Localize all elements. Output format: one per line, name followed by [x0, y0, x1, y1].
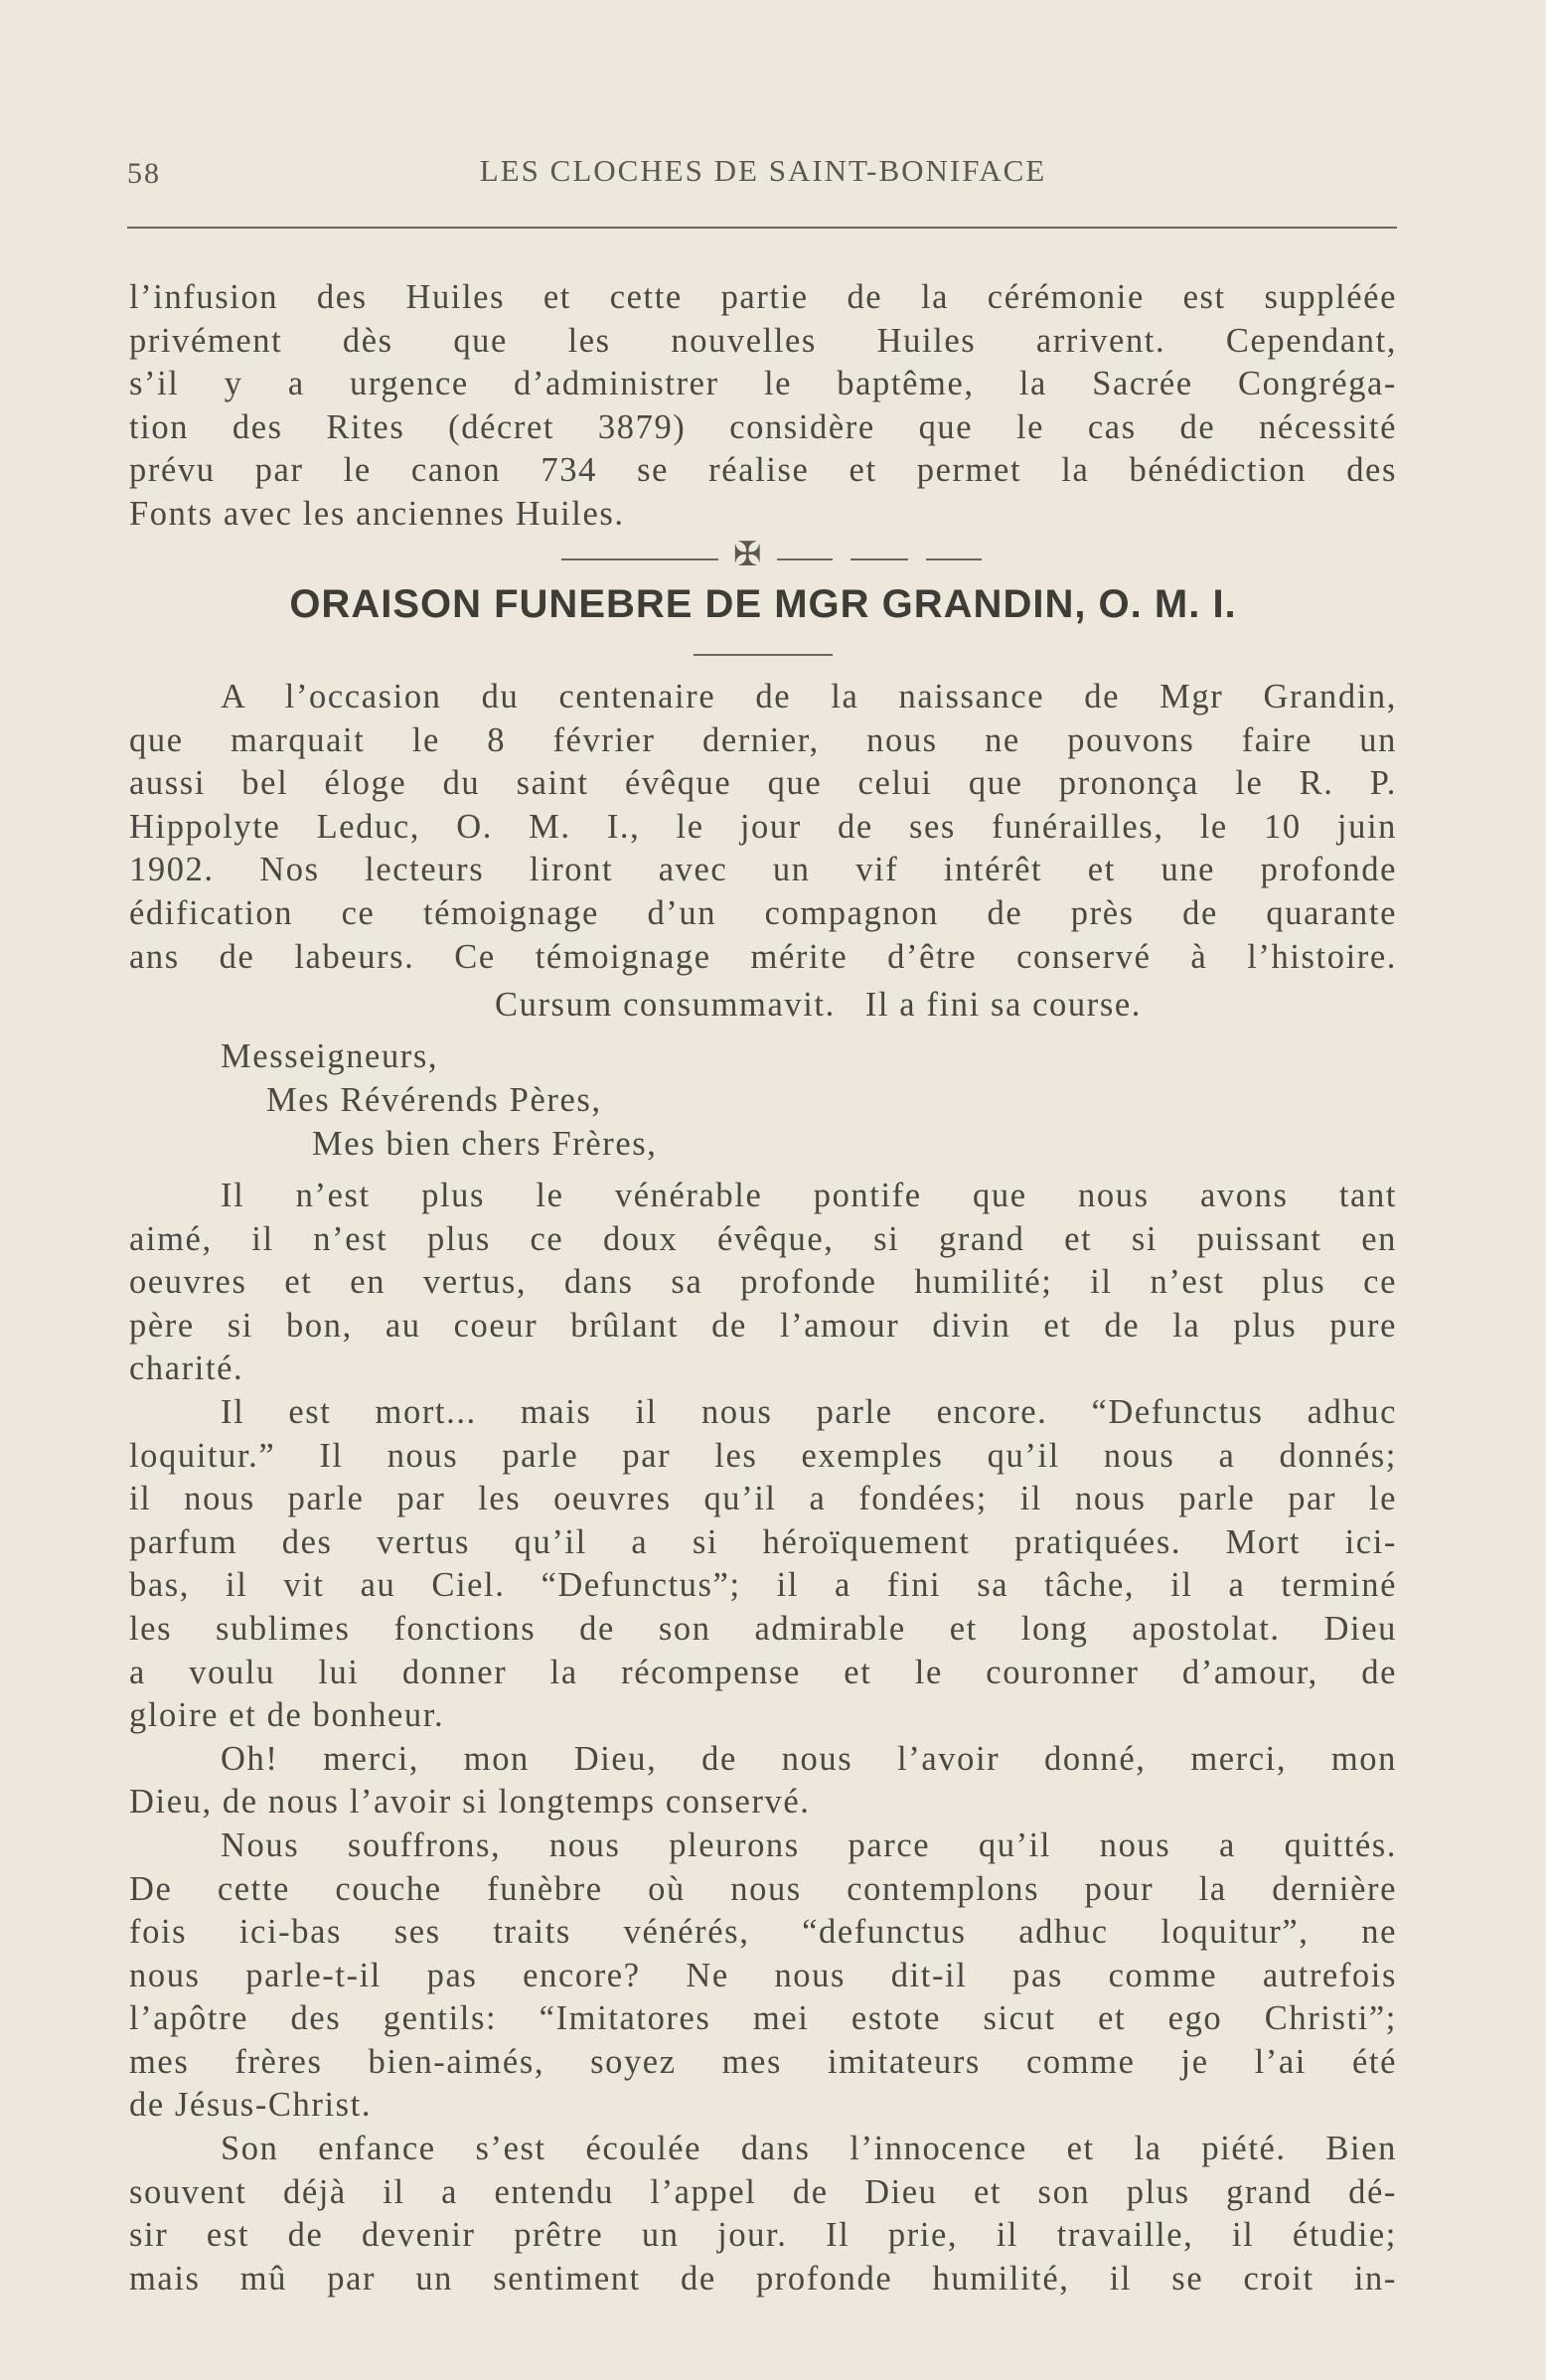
text-line: nous parle-t-il pas encore? Ne nous dit-il pas comme autrefois	[129, 1956, 1397, 1994]
text-line: prévu par le canon 734 se réalise et permet la bénédiction des	[129, 451, 1397, 490]
text-line: charité.	[129, 1349, 244, 1388]
ornament-rule	[850, 558, 908, 560]
preface-paragraph	[129, 676, 1397, 979]
heading-rule	[694, 654, 833, 656]
text-line: Nous souffrons, nous pleurons parce qu’il nous a quittés.	[221, 1825, 1397, 1864]
section-heading: ORAISON FUNEBRE DE MGR GRANDIN, O. M. I.	[289, 582, 1237, 626]
text-line: les sublimes fonctions de son admirable et long apostolat. Dieu	[129, 1609, 1397, 1648]
text-line: que marquait le 8 février dernier, nous ne pouvons faire un	[129, 720, 1397, 759]
text-line: privément dès que les nouvelles Huiles arrivent. Cependant,	[129, 321, 1397, 360]
text-line: ans de labeurs. Ce témoignage mérite d’être conservé à l’histoire.	[129, 937, 1397, 976]
text-line: l’infusion des Huiles et cette partie de la cérémonie est suppléée	[129, 278, 1397, 316]
text-line: l’apôtre des gentils: “Imitatores mei estote sicut et ego Christi”;	[129, 1999, 1397, 2038]
text-line: Dieu, de nous l’avoir si longtemps conservé.	[129, 1783, 811, 1822]
text-line: tion des Rites (décret 3879) considère que le cas de nécessité	[129, 407, 1397, 446]
cross-icon: ✠	[733, 537, 762, 573]
journal-title: LES CLOCHES DE SAINT-BONIFACE	[479, 153, 1047, 188]
text-line: aussi bel éloge du saint évêque que celui que prononça le R. P.	[129, 764, 1397, 803]
salutation-line: Mes bien chers Frères,	[312, 1125, 658, 1163]
text-line: souvent déjà il a entendu l’appel de Dieu et son plus grand dé-	[129, 2172, 1397, 2211]
text-line: fois ici-bas ses traits vénérés, “defunctus adhuc loquitur”, ne	[129, 1913, 1397, 1952]
text-line: mes frères bien-aimés, soyez mes imitateurs comme je l’ai été	[129, 2042, 1397, 2081]
text-line: De cette couche funèbre où nous contemplons pour la dernière	[129, 1869, 1397, 1908]
text-line: gloire et de bonheur.	[129, 1696, 445, 1735]
text-line: bas, il vit au Ciel. “Defunctus”; il a fini sa tâche, il a terminé	[129, 1566, 1397, 1605]
text-line: père si bon, au coeur brûlant de l’amour divin et de la plus pure	[129, 1306, 1397, 1345]
text-line: s’il y a urgence d’administrer le baptême, la Sacrée Congréga-	[129, 365, 1397, 403]
ornament-rule	[926, 558, 982, 560]
running-head	[127, 149, 1399, 199]
text-line: Hippolyte Leduc, O. M. I., le jour de ses funérailles, le 10 juin	[129, 807, 1397, 846]
text-line: édification ce témoignage d’un compagnon de près de quarante	[129, 893, 1397, 932]
section-ornament	[556, 537, 1023, 574]
text-line: A l’occasion du centenaire de la naissance de Mgr Grandin,	[221, 678, 1397, 715]
text-line: loquitur.” Il nous parle par les exemples qu’il nous a donnés;	[129, 1436, 1397, 1475]
page-number: 58	[127, 157, 161, 190]
salutation-line: Mes Révérends Pères,	[266, 1081, 602, 1119]
epigraph-french: Il a fini sa course.	[864, 986, 1143, 1024]
text-line: Son enfance s’est écoulée dans l’innocence et la piété. Bien	[221, 2130, 1397, 2168]
text-line: mais mû par un sentiment de profonde humilité, il se croit in-	[129, 2259, 1397, 2298]
intro-paragraph	[129, 276, 1397, 537]
text-line: parfum des vertus qu’il a si héroïquement pratiquées. Mort ici-	[129, 1522, 1397, 1561]
text-line: sir est de devenir prêtre un jour. Il prie, il travaille, il étudie;	[129, 2216, 1397, 2255]
text-line: de Jésus-Christ.	[129, 2086, 373, 2125]
salutation-line: Messeigneurs,	[221, 1037, 439, 1075]
text-line: oeuvres et en vertus, dans sa profonde humilité; il n’est plus ce	[129, 1263, 1397, 1302]
text-line: a voulu lui donner la récompense et le couronner d’amour, de	[129, 1653, 1397, 1691]
text-line: Fonts avec les anciennes Huiles.	[129, 494, 625, 533]
text-line: Il est mort... mais il nous parle encore. “Defunctus adhuc	[221, 1392, 1397, 1431]
text-line: 1902. Nos lecteurs liront avec un vif intérêt et une profonde	[129, 851, 1397, 889]
text-line: Il n’est plus le vénérable pontife que nous avons tant	[221, 1177, 1397, 1214]
ornament-rule	[777, 558, 833, 560]
epigraph	[495, 986, 1142, 1025]
sermon-text	[129, 1175, 1397, 2301]
ornament-rule	[561, 558, 718, 560]
text-line: il nous parle par les oeuvres qu’il a fondées; il nous parle par le	[129, 1480, 1397, 1518]
text-line: aimé, il n’est plus ce doux évêque, si grand et si puissant en	[129, 1219, 1397, 1258]
epigraph-latin: Cursum consummavit.	[495, 986, 836, 1024]
header-rule	[127, 227, 1397, 229]
text-line: Oh! merci, mon Dieu, de nous l’avoir donné, merci, mon	[221, 1739, 1397, 1778]
